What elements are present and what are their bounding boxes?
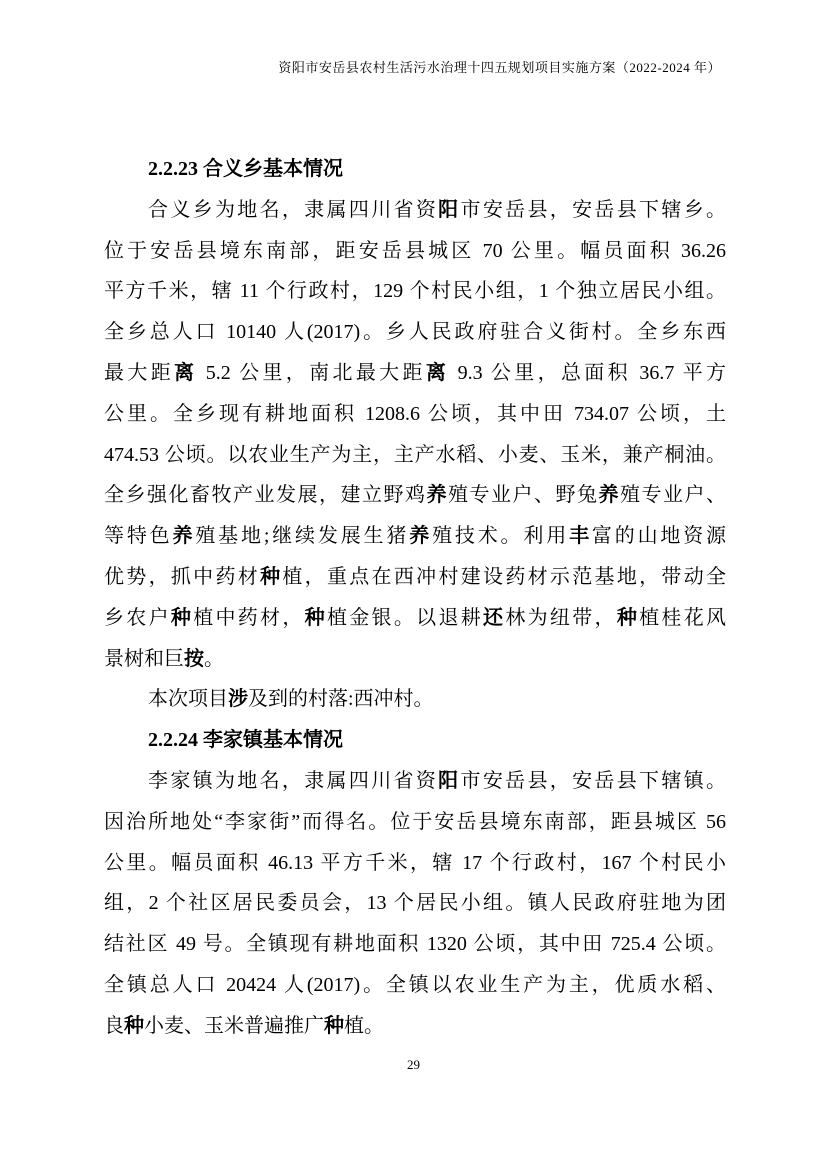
text-line — [104, 231, 726, 272]
text-line — [104, 761, 726, 802]
body-text: 优势，抓中药材 — [104, 565, 261, 588]
text-line — [104, 679, 726, 720]
text-line — [104, 353, 726, 394]
body-text: 良 — [104, 1014, 124, 1037]
body-text: 474.53 公顷。以农业生产为主，主产水稻、小麦、玉米，兼产桐油。 — [104, 443, 726, 466]
body-text: 本次项目 — [148, 688, 228, 711]
emphasized-text: 种 — [324, 1014, 344, 1037]
body-text: 全乡强化畜牧产业发展，建立野鸡 — [104, 484, 427, 507]
body-text: 合义乡为地名，隶属四川省资 — [148, 198, 439, 221]
text-line — [104, 1006, 726, 1047]
body-text: 平方千米，辖 11 个行政村，129 个村民小组，1 个独立居民小组。 — [104, 280, 726, 303]
emphasized-text: 养 — [409, 525, 433, 548]
body-text: 乡农户 — [104, 606, 171, 629]
page-number: 29 — [407, 1057, 420, 1072]
text-line — [104, 557, 726, 598]
body-text: 最大距 — [104, 361, 175, 384]
text-line — [104, 271, 726, 312]
body-text: 植中药材， — [193, 606, 305, 629]
section-heading: 2.2.24 李家镇基本情况 — [148, 729, 343, 752]
text-line — [104, 475, 726, 516]
emphasized-text: 种 — [124, 1014, 144, 1037]
body-text: 5.2 公里，南北最大距 — [197, 361, 426, 384]
text-line — [104, 843, 726, 884]
body-text: 因治所地处“李家街”而得名。位于安岳县境东南部，距县城区 56 — [104, 810, 726, 833]
emphasized-text: 离 — [425, 361, 450, 384]
page-header: 资阳市安岳县农村生活污水治理十四五规划项目实施方案（2022-2024 年） — [278, 60, 721, 75]
body-text: 景树和巨 — [104, 647, 184, 670]
emphasized-text: 按 — [184, 647, 204, 670]
body-text: 林为纽带， — [505, 606, 617, 629]
text-line — [104, 435, 726, 476]
emphasized-text: 种 — [304, 606, 327, 629]
body-text: 市安岳县，安岳县下辖镇。 — [460, 769, 727, 792]
body-text: 公里。幅员面积 46.13 平方千米，辖 17 个行政村，167 个村民小 — [104, 851, 726, 874]
emphasized-text: 种 — [616, 606, 640, 629]
body-text: 植。 — [344, 1014, 384, 1037]
body-text: 殖专业户、野兔 — [448, 484, 599, 507]
body-text: 等特色 — [104, 525, 173, 548]
text-line — [104, 598, 726, 639]
body-text: 殖技术。利用 — [432, 525, 570, 548]
body-text: 全乡总人口 10140 人(2017)。乡人民政府驻合义街村。全乡东西 — [104, 321, 726, 344]
body-text: 植桂花风 — [639, 606, 727, 629]
text-line — [104, 883, 726, 924]
body-text: 组，2 个社区居民委员会，13 个居民小组。镇人民政府驻地为团 — [104, 892, 726, 915]
section-heading: 2.2.23 合义乡基本情况 — [148, 158, 343, 180]
body-text: 殖专业户、 — [620, 484, 726, 507]
emphasized-text: 离 — [174, 361, 198, 384]
body-text: 市安岳县，安岳县下辖乡。 — [460, 198, 727, 221]
text-line — [104, 965, 726, 1006]
emphasized-text: 养 — [172, 525, 196, 548]
body-text: 公里。全乡现有耕地面积 1208.6 公顷，其中田 734.07 公顷，土 — [104, 402, 726, 425]
emphasized-text: 种 — [170, 606, 194, 629]
emphasized-text: 涉 — [228, 688, 248, 711]
body-text: 全镇总人口 20424 人(2017)。全镇以农业生产为主，优质水稻、 — [104, 973, 726, 996]
body-text: 富的山地资源 — [591, 525, 727, 548]
emphasized-text: 阳 — [438, 769, 461, 792]
text-line — [104, 802, 726, 843]
body-text: 植，重点在西冲村建设药材示范基地，带动全 — [282, 565, 727, 588]
text-line — [104, 394, 726, 435]
body-text: 9.3 公里，总面积 36.7 平方 — [449, 361, 727, 384]
body-text: 及到的村落:西冲村。 — [248, 688, 434, 711]
text-line — [104, 639, 726, 680]
emphasized-text: 种 — [260, 565, 283, 588]
body-text: 殖基地;继续发展生猪 — [195, 525, 410, 548]
body-text: 李家镇为地名，隶属四川省资 — [148, 769, 439, 792]
body-text: 小麦、玉米普遍推广 — [144, 1014, 324, 1037]
text-line — [104, 190, 726, 231]
emphasized-text: 还 — [483, 606, 506, 629]
emphasized-text: 丰 — [569, 525, 592, 548]
body-text: 结社区 49 号。全镇现有耕地面积 1320 公顷，其中田 725.4 公顷。 — [104, 933, 726, 956]
emphasized-text: 阳 — [438, 198, 461, 221]
text-line — [104, 312, 726, 353]
content — [104, 149, 726, 1047]
emphasized-text: 养 — [598, 484, 620, 507]
body-text: 植金银。以退耕 — [326, 606, 484, 629]
body-text: 。 — [204, 647, 224, 670]
text-line — [104, 516, 726, 557]
emphasized-text: 养 — [426, 484, 448, 507]
body-text: 位于安岳县境东南部，距安岳县城区 70 公里。幅员面积 36.26 — [104, 239, 726, 262]
text-line — [104, 924, 726, 965]
